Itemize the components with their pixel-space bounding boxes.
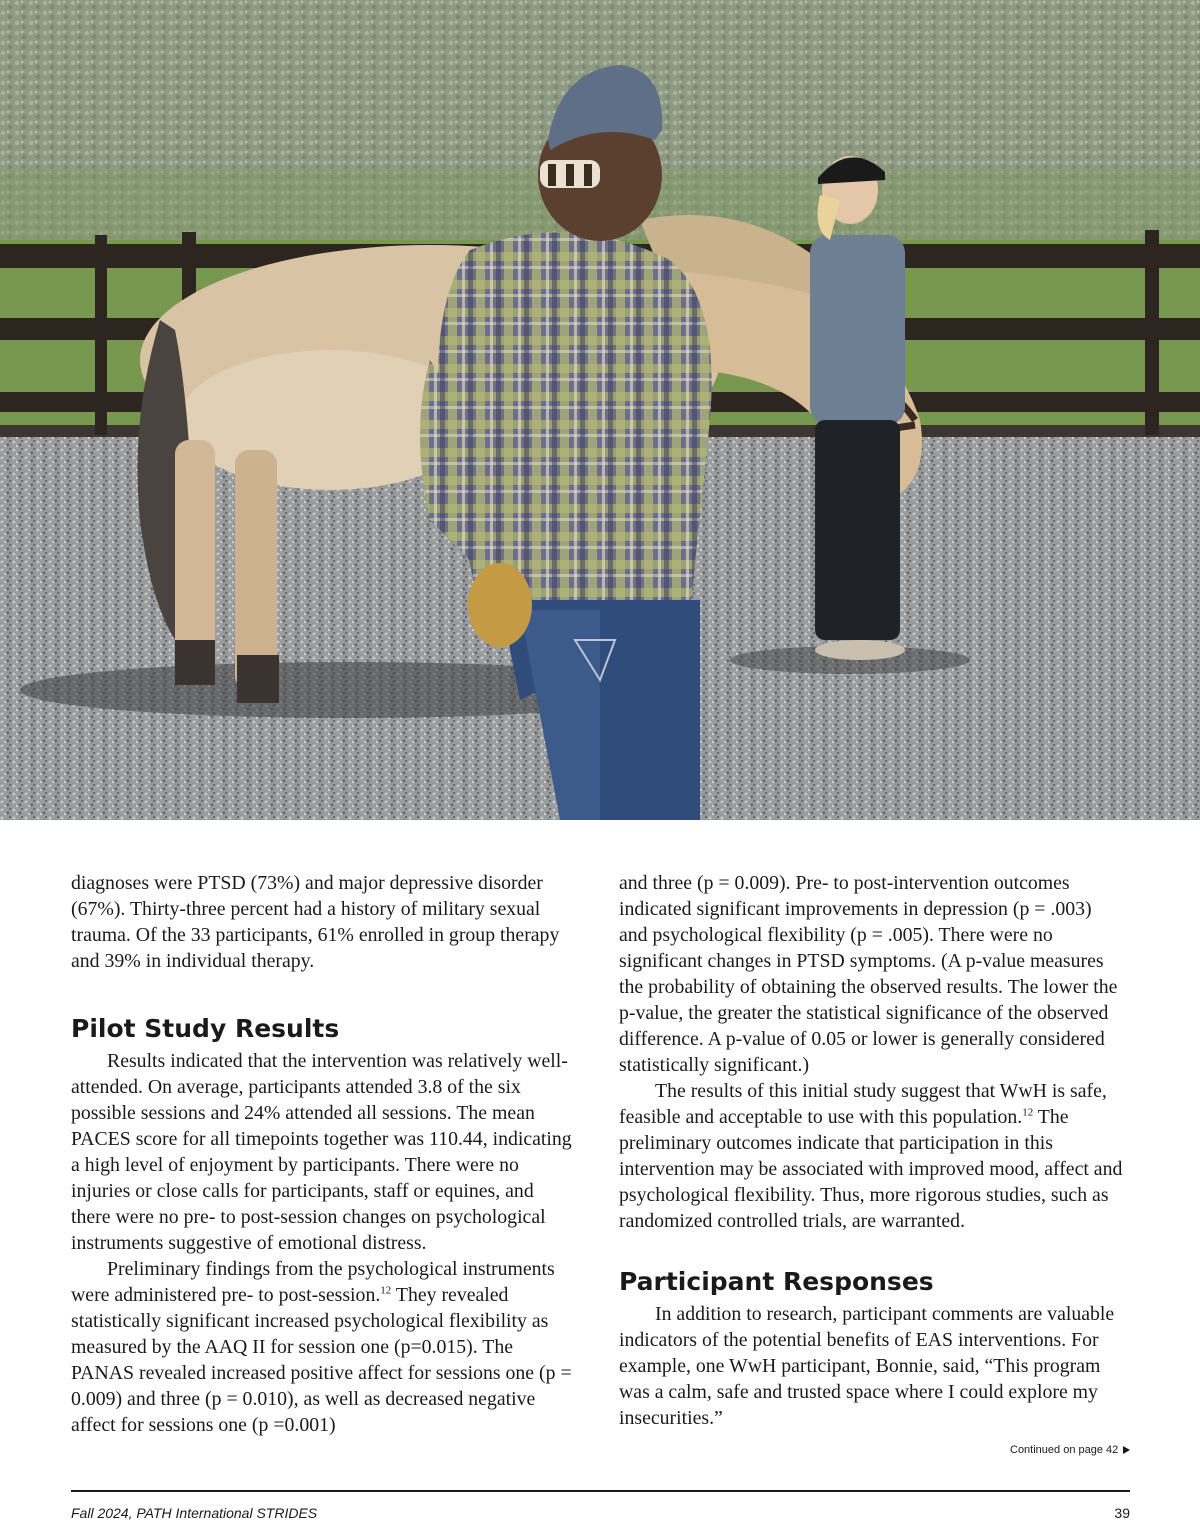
- body-paragraph: In addition to research, participant comments are valuable indicators of the potential benefits of EAS interventions. For example, one WwH participant, Bonnie, said, “This program was a calm, safe and trusted space where I could explore my insecurities.”: [619, 1303, 1115, 1429]
- left-column: [71, 870, 576, 1438]
- continued-label: Continued on page 42: [1010, 1444, 1119, 1456]
- body-paragraph: and three (p = 0.009). Pre- to post-intervention outcomes indicated significant improvements in depression (p = .003) and psychological flexibility (p = .005). There were no significant changes in PTSD symptoms. (A p-value measures the probability of obtaining the observed results. The lower the p-value, the greater the statistical significance of the observed difference. A p-value of 0.05 or lower is generally considered statistically significant.): [619, 872, 1118, 1076]
- footer-divider: [71, 1490, 1130, 1492]
- text-run: Preliminary findings from the psychological instruments were administered pre- to post-session.: [71, 1258, 555, 1306]
- text-run: They revealed statistically significant increased psychological flexibility as measured by the AAQ II for session one (p=0.015). The PANAS revealed increased positive affect for sessions one (p = 0.009) and three (p = 0.010), as well as decreased negative affect for sessions one (p =0.001): [71, 1284, 572, 1436]
- body-paragraph: [71, 1256, 576, 1438]
- body-paragraph: Results indicated that the intervention was relatively well-attended. On average, participants attended 3.8 of the six possible sessions and 24% attended all sessions. The mean PACES score for all timepoints together was 110.44, indicating a high level of enjoyment by participants. There were no injuries or close calls for participants, staff or equines, and there were no pre- to post-session changes on psychological instruments suggestive of emotional distress.: [71, 1050, 572, 1254]
- citation-superscript: 12: [1022, 1106, 1034, 1119]
- section-heading-participant-responses: Participant Responses: [619, 1267, 934, 1296]
- citation-superscript: 12: [380, 1284, 392, 1297]
- text-run: The preliminary outcomes indicate that participation in this intervention may be associated with improved mood, affect and psychological flexibility. Thus, more rigorous studies, such as randomized controlled trials, are warranted.: [619, 1106, 1123, 1232]
- body-paragraph: diagnoses were PTSD (73%) and major depressive disorder (67%). Thirty-three percent had a history of military sexual trauma. Of the 33 participants, 61% enrolled in group therapy and 39% in individual therapy.: [71, 872, 560, 972]
- footer-publication: Fall 2024, PATH International STRIDES: [71, 1505, 318, 1521]
- right-column: [619, 870, 1124, 1431]
- section-heading-pilot-study-results: Pilot Study Results: [71, 1014, 340, 1043]
- page-number: 39: [1114, 1505, 1130, 1521]
- body-paragraph: [619, 1078, 1124, 1234]
- text-run: The results of this initial study suggest that WwH is safe, feasible and acceptable to use with this population.: [619, 1080, 1107, 1128]
- continued-on-page-link[interactable]: [1010, 1444, 1130, 1456]
- arrow-right-icon: [1123, 1446, 1130, 1454]
